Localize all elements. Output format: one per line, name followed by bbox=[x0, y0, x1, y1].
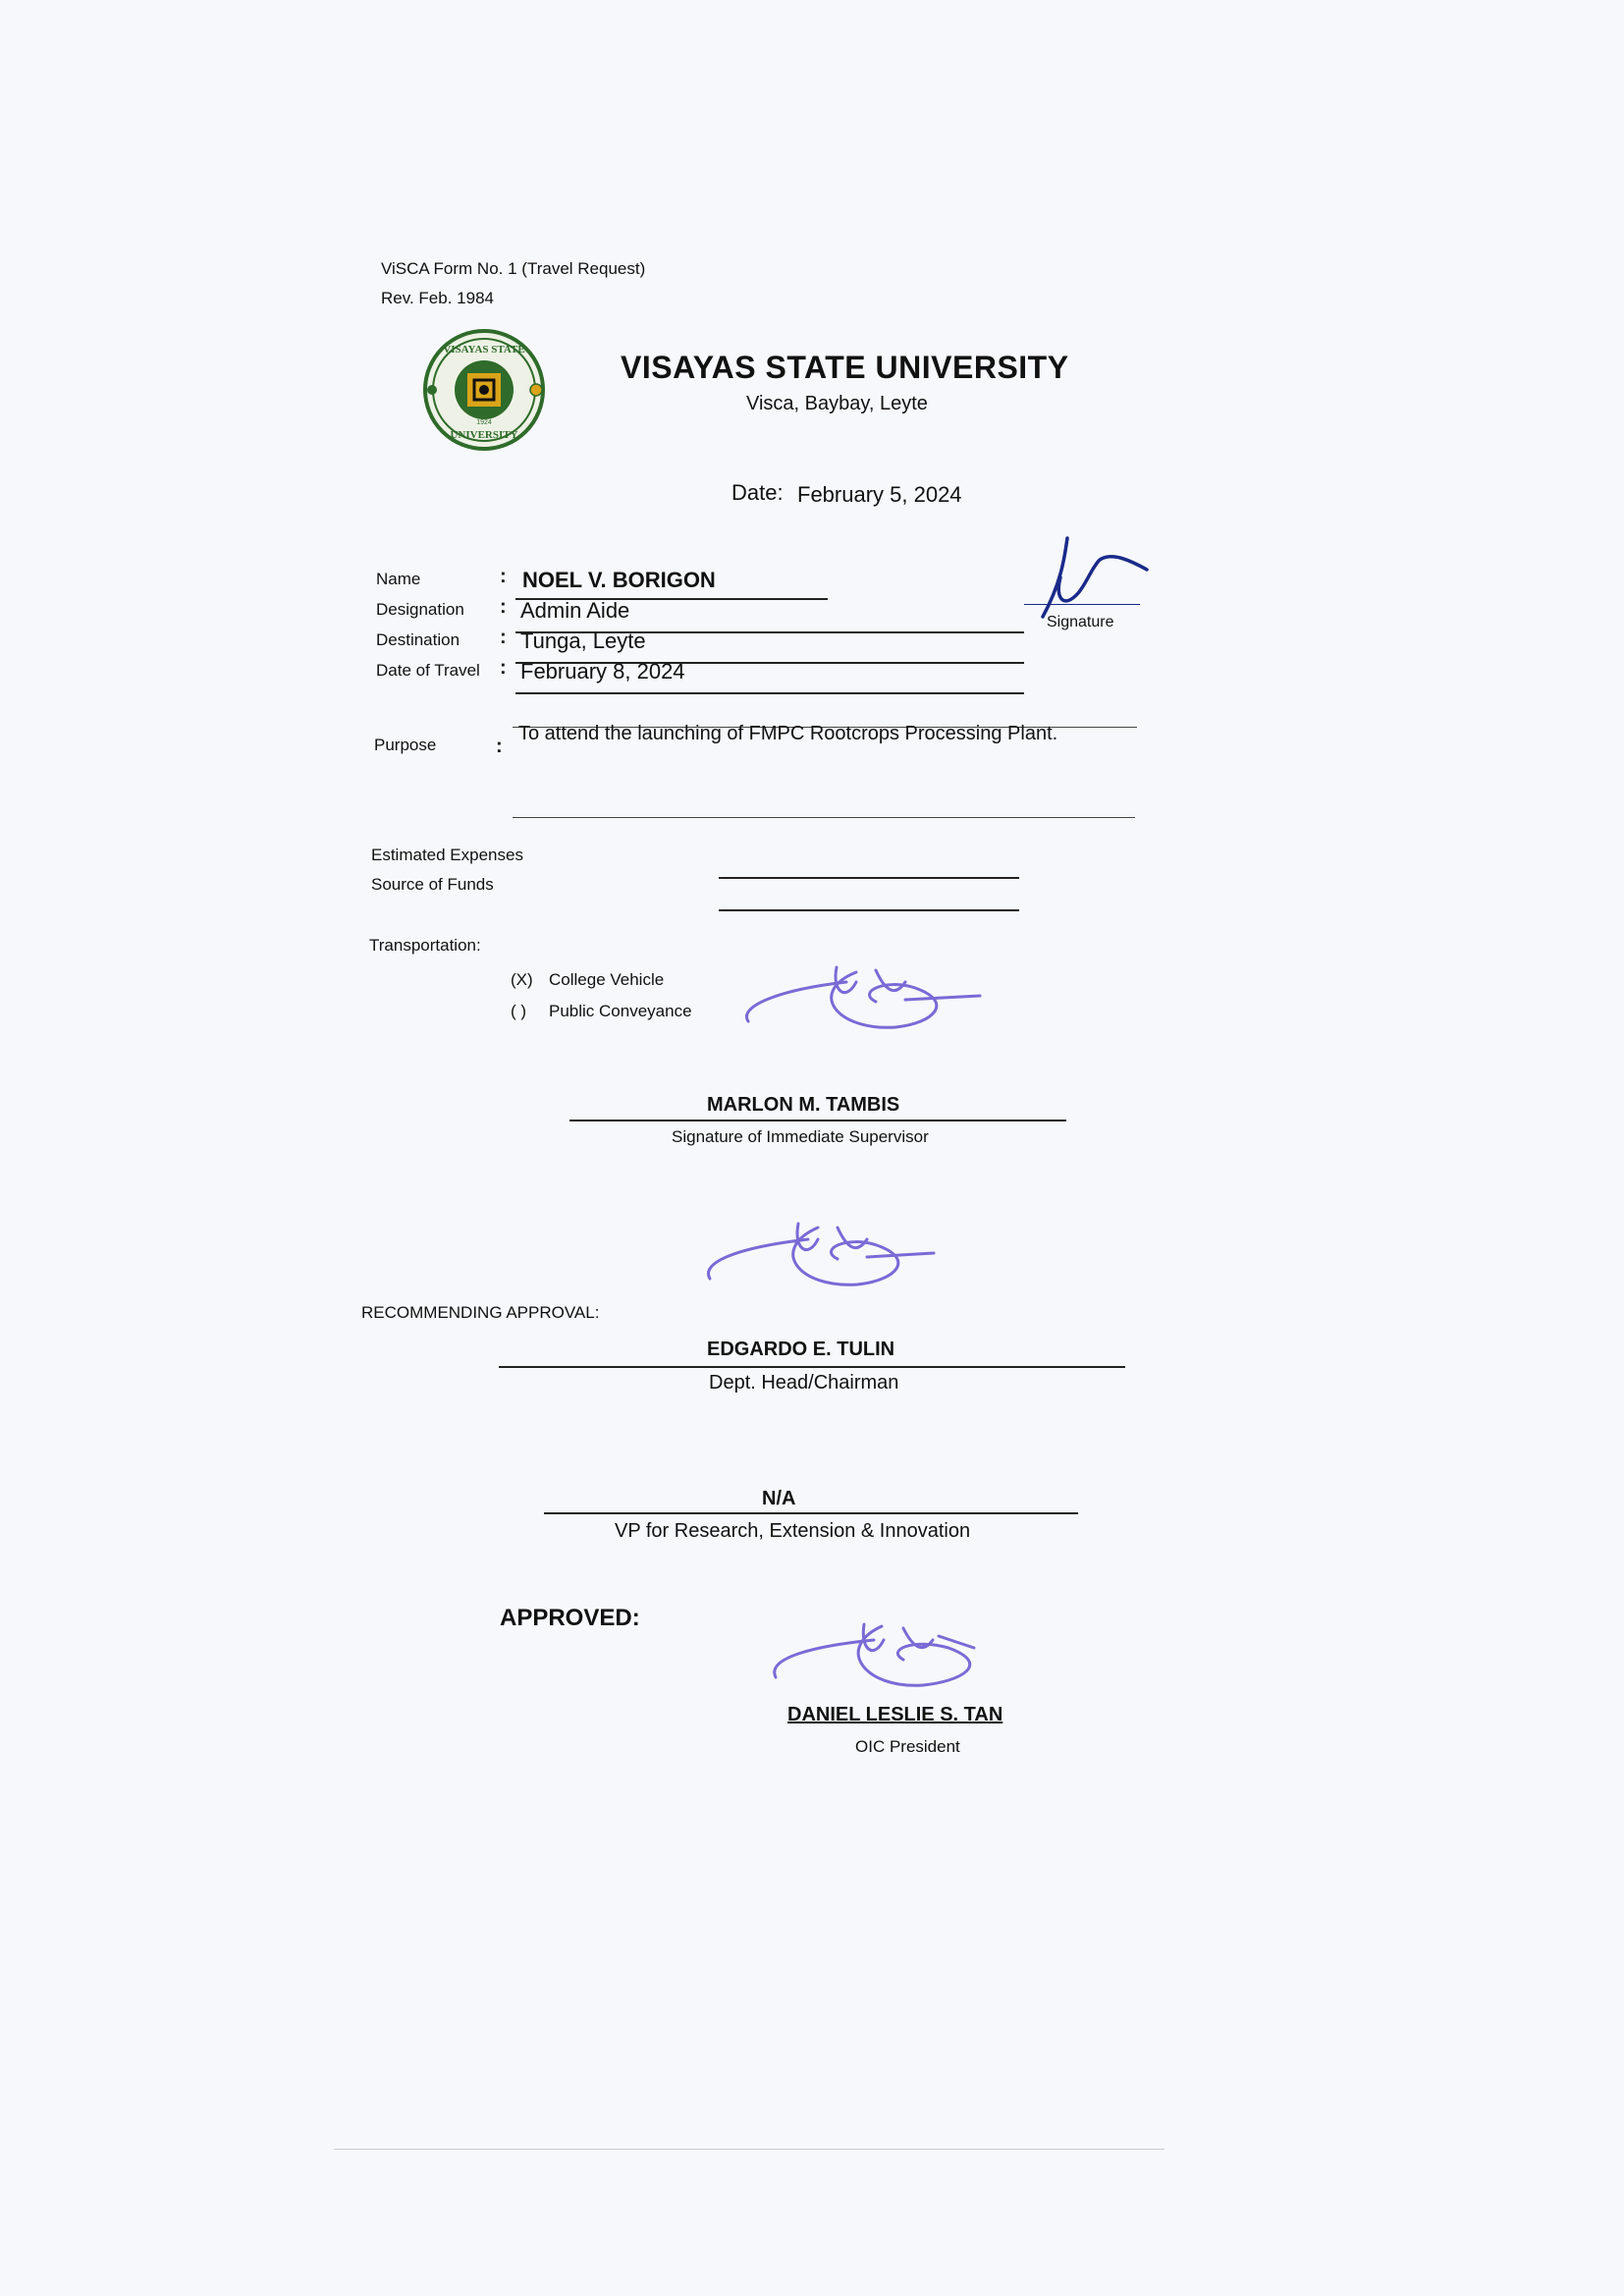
travel-date-colon: : bbox=[500, 657, 507, 679]
signature-line bbox=[1024, 604, 1140, 605]
funds-label: Source of Funds bbox=[371, 875, 494, 894]
dept-head-line bbox=[499, 1366, 1125, 1368]
date-value: February 5, 2024 bbox=[797, 482, 962, 507]
name-value: NOEL V. BORIGON bbox=[522, 568, 716, 592]
president-name: DANIEL LESLIE S. TAN bbox=[787, 1704, 1003, 1725]
destination-label: Destination bbox=[376, 630, 460, 649]
page-edge-line bbox=[334, 2149, 1164, 2150]
dept-head-signature bbox=[700, 1218, 946, 1296]
university-name: VISAYAS STATE UNIVERSITY bbox=[621, 350, 1069, 385]
seal-top-text: VISAYAS STATE bbox=[443, 344, 525, 355]
supervisor-signature bbox=[738, 962, 984, 1041]
purpose-label: Purpose bbox=[374, 736, 437, 754]
purpose-value: To attend the launching of FMPC Rootcrops Processing Plant. bbox=[518, 723, 1058, 744]
university-address: Visca, Baybay, Leyte bbox=[746, 393, 928, 414]
form-number: ViSCA Form No. 1 (Travel Request) bbox=[381, 259, 646, 278]
purpose-colon: : bbox=[496, 736, 503, 757]
travel-date-underline bbox=[515, 692, 1024, 694]
vp-title: VP for Research, Extension & Innovation bbox=[615, 1520, 971, 1542]
option-public-label: Public Conveyance bbox=[549, 1002, 692, 1020]
travel-date-label: Date of Travel bbox=[376, 661, 480, 680]
name-label: Name bbox=[376, 570, 421, 588]
seal-bottom-text: UNIVERSITY bbox=[450, 429, 518, 441]
vp-line bbox=[544, 1512, 1078, 1514]
requester-signature bbox=[1021, 530, 1154, 624]
supervisor-line bbox=[569, 1120, 1066, 1121]
supervisor-title: Signature of Immediate Supervisor bbox=[672, 1127, 929, 1146]
funds-line bbox=[719, 909, 1019, 911]
transportation-label: Transportation: bbox=[369, 936, 481, 955]
destination-colon: : bbox=[500, 627, 507, 648]
supervisor-name: MARLON M. TAMBIS bbox=[707, 1094, 900, 1116]
date-label: Date: bbox=[731, 480, 784, 505]
travel-date-value: February 8, 2024 bbox=[520, 659, 685, 683]
option-college-label: College Vehicle bbox=[549, 970, 665, 989]
option-college-mark: (X) bbox=[511, 970, 533, 989]
name-colon: : bbox=[500, 566, 507, 587]
destination-underline bbox=[515, 662, 1024, 664]
signature-label: Signature bbox=[1047, 614, 1114, 630]
vp-name: N/A bbox=[762, 1488, 796, 1509]
name-underline bbox=[515, 598, 828, 600]
university-seal bbox=[420, 328, 548, 452]
expenses-label: Estimated Expenses bbox=[371, 846, 523, 864]
designation-label: Designation bbox=[376, 600, 464, 619]
president-signature bbox=[766, 1618, 1011, 1697]
expenses-line bbox=[719, 877, 1019, 879]
designation-value: Admin Aide bbox=[520, 598, 630, 623]
form-revision: Rev. Feb. 1984 bbox=[381, 289, 494, 307]
purpose-bottom-line bbox=[513, 817, 1135, 818]
dept-head-title: Dept. Head/Chairman bbox=[709, 1372, 899, 1394]
option-public-mark: ( ) bbox=[511, 1002, 527, 1020]
seal-year: 1924 bbox=[476, 419, 492, 426]
designation-underline bbox=[515, 631, 1024, 633]
dept-head-name: EDGARDO E. TULIN bbox=[707, 1339, 895, 1360]
designation-colon: : bbox=[500, 596, 507, 618]
destination-value: Tunga, Leyte bbox=[520, 629, 646, 653]
approved-label: APPROVED: bbox=[500, 1605, 640, 1631]
recommending-label: RECOMMENDING APPROVAL: bbox=[361, 1303, 600, 1322]
president-title: OIC President bbox=[855, 1737, 960, 1756]
